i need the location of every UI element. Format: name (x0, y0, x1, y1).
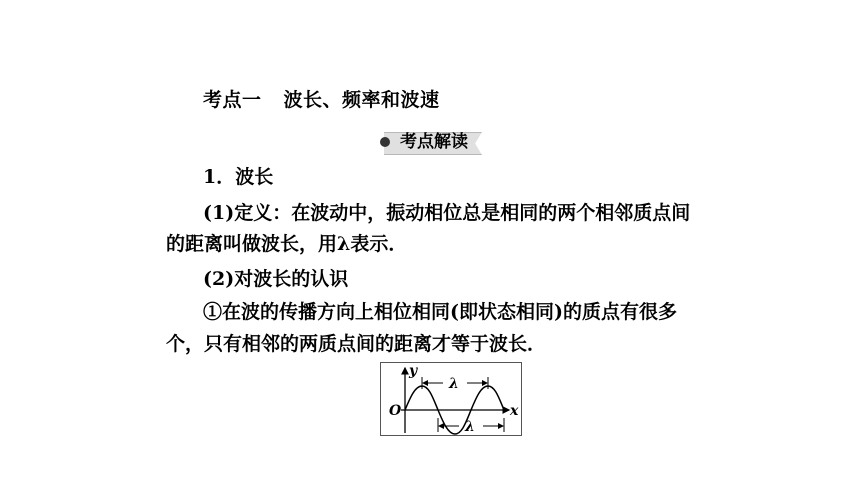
wavelength-figure (380, 362, 522, 436)
key-point-badge (380, 129, 484, 155)
point-line-2: 个，只有相邻的两质点间的距离才等于波长． (166, 333, 547, 355)
lambda-top-label: λ (449, 376, 459, 392)
wave-diagram (381, 363, 523, 437)
x-axis-label: x (510, 403, 519, 419)
bullet-dot-icon (380, 137, 390, 147)
heading-title: 波长、频率和波速 (283, 89, 440, 111)
badge-label: 考点解读 (400, 132, 468, 152)
definition-line-2: 的距离叫做波长，用λ表示． (166, 233, 408, 255)
lambda-bottom-label: λ (465, 419, 475, 435)
subsection-title: 1．波长 (203, 166, 274, 188)
origin-label: O (389, 403, 402, 419)
sub-item-title: (2)对波长的认识 (203, 268, 349, 290)
heading-number: 考点一 (203, 89, 262, 111)
definition-line-1: (1)定义：在波动中，振动相位总是相同的两个相邻质点间 (203, 202, 691, 224)
point-line-1: ①在波的传播方向上相位相同(即状态相同)的质点有很多 (203, 301, 677, 323)
y-axis-label: y (409, 363, 418, 379)
section-heading (203, 88, 440, 112)
